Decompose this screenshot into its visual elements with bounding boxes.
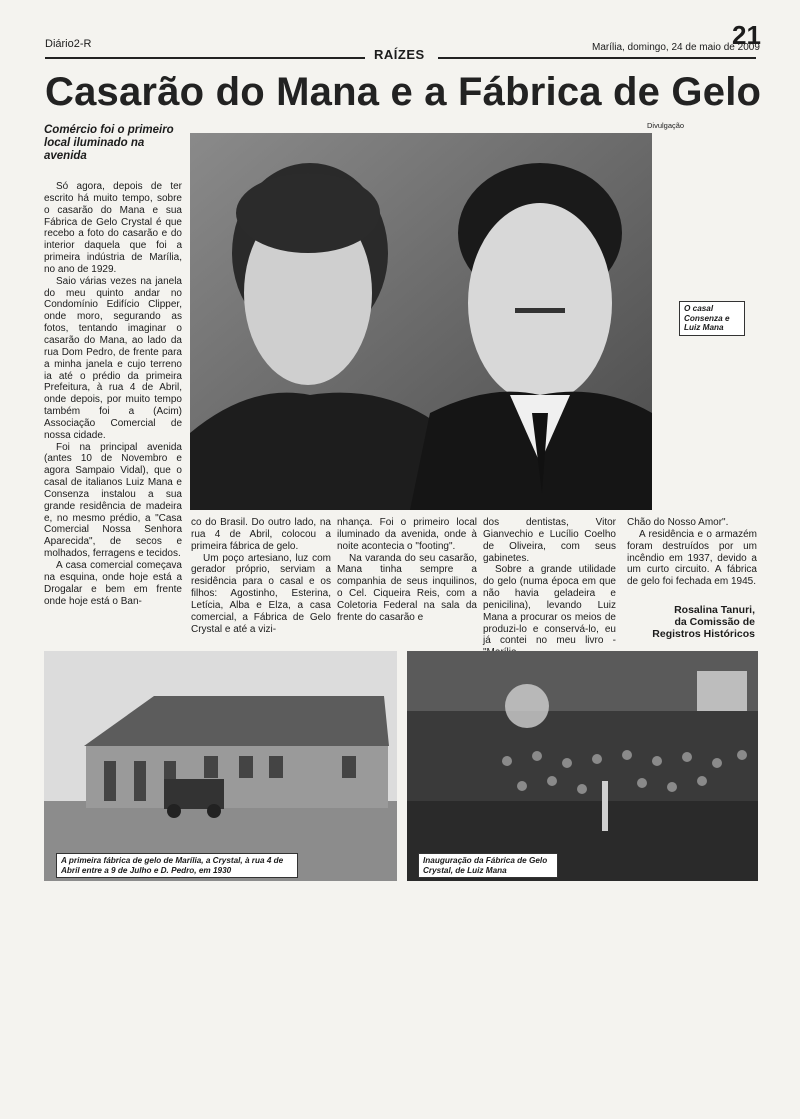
- paragraph: Um poço artesiano, luz com gerador próprio, serviam a residência para o casal e os filhos: Agostinho, Esterina, Letícia, Alba e Elza, a casa comercial, a Fábrica de Gelo Crystal e até a vizi-: [191, 552, 331, 635]
- paragraph: A casa comercial começava na esquina, onde hoje está a Drogalar e bem em frente onde hoje está o Ban-: [44, 560, 182, 607]
- headline: Casarão do Mana e a Fábrica de Gelo: [45, 70, 762, 114]
- article-column-3: [337, 517, 477, 624]
- inauguration-photo: [407, 651, 758, 881]
- factory-illustration: [44, 651, 397, 881]
- paragraph: Saio várias vezes na janela do meu quinto andar no Condomínio Edifício Clipper, onde moro, segurando as fotos, tentando imaginar o casarão do Mana, ao lado da rua Dom Pedro, de frente para a minha janela e cujo terreno ia até o prédio da primeira Prefeitura, à rua 4 de Abril, onde depois, por muito tempo também foi a (Acim) Associação Comercial de nossa cidade.: [44, 275, 182, 441]
- section-label: Diário2-R: [45, 38, 92, 50]
- paragraph: Chão do Nosso Amor".: [627, 517, 729, 528]
- author-name: Rosalina Tanuri,: [674, 604, 755, 616]
- article-column-1: [44, 181, 182, 607]
- photo-credit: Divulgação: [647, 121, 685, 130]
- section-name: RAÍZES: [374, 47, 425, 62]
- inauguration-illustration: [407, 651, 758, 881]
- portrait-photo: [190, 133, 652, 510]
- paragraph: A residência e o armazém foram destruídos por um incêndio em 1937, devido a um curto circuito. A fábrica de gelo foi fechada em 1945.: [627, 528, 757, 588]
- paragraph: Na varanda do seu casarão, Mana tinha sempre a companhia de seus inquilinos, o Cel. Ciqueira Reis, com a Coletoria Federal na sala da frente do casarão e: [337, 552, 477, 623]
- author-role: da Comissão de: [674, 616, 755, 628]
- factory-caption: A primeira fábrica de gelo de Marília, a Crystal, à rua 4 de Abril entre a 9 de Julho e D. Pedro, em 1930: [56, 853, 298, 878]
- paragraph: co do Brasil. Do outro lado, na rua 4 de Abril, colocou a primeira fábrica de gelo.: [191, 517, 331, 552]
- factory-photo: [44, 651, 397, 881]
- dateline: Marília, domingo, 24 de maio de 2009: [592, 42, 760, 53]
- portrait-illustration: [190, 133, 652, 510]
- article-column-2: [191, 517, 331, 635]
- paragraph: dos dentistas, Vitor Gianvechio e Lucílio Coelho de Oliveira, com seus gabinetes.: [483, 517, 616, 564]
- paragraph: nhança. Foi o primeiro local iluminado da avenida, onde à noite acontecia o "footing".: [337, 517, 477, 552]
- byline: [652, 604, 755, 640]
- paragraph: Foi na principal avenida (antes 10 de Novembro e agora Sampaio Vidal), que o casal de italianos Luiz Mana e Consenza instalou a sua grande residência de madeira e, no mesmo prédio, a "Casa Comercial Nossa Senhora Aparecida", de secos e molhados, ferragens e tecidos.: [44, 441, 182, 560]
- portrait-caption: O casal Consenza e Luiz Mana: [679, 301, 745, 336]
- page-number: 21: [732, 20, 761, 50]
- inauguration-caption: Inauguração da Fábrica de Gelo Crystal, de Luiz Mana: [418, 853, 558, 878]
- kicker: Comércio foi o primeiro local iluminado na avenida: [44, 124, 174, 162]
- header-rule-left: [45, 57, 365, 59]
- header-rule-right: [438, 57, 756, 59]
- paragraph: Sobre a grande utilidade do gelo (numa época em que não havia geladeira e penicilina), levando Luiz Mana a procurar os meios de produzi-lo e conservá-lo, eu já contei no meu livro -: [483, 564, 616, 647]
- paragraph: Só agora, depois de ter escrito há muito tempo, sobre o casarão do Mana e sua Fábrica de Gelo Crystal é que recebo a foto do casarão e do interior daquela que foi a primeira indústria de Marília, no ano de 1929.: [44, 181, 182, 275]
- article-column-5: [627, 517, 757, 588]
- article-column-4: [483, 517, 616, 659]
- author-role: Registros Históricos: [652, 628, 755, 640]
